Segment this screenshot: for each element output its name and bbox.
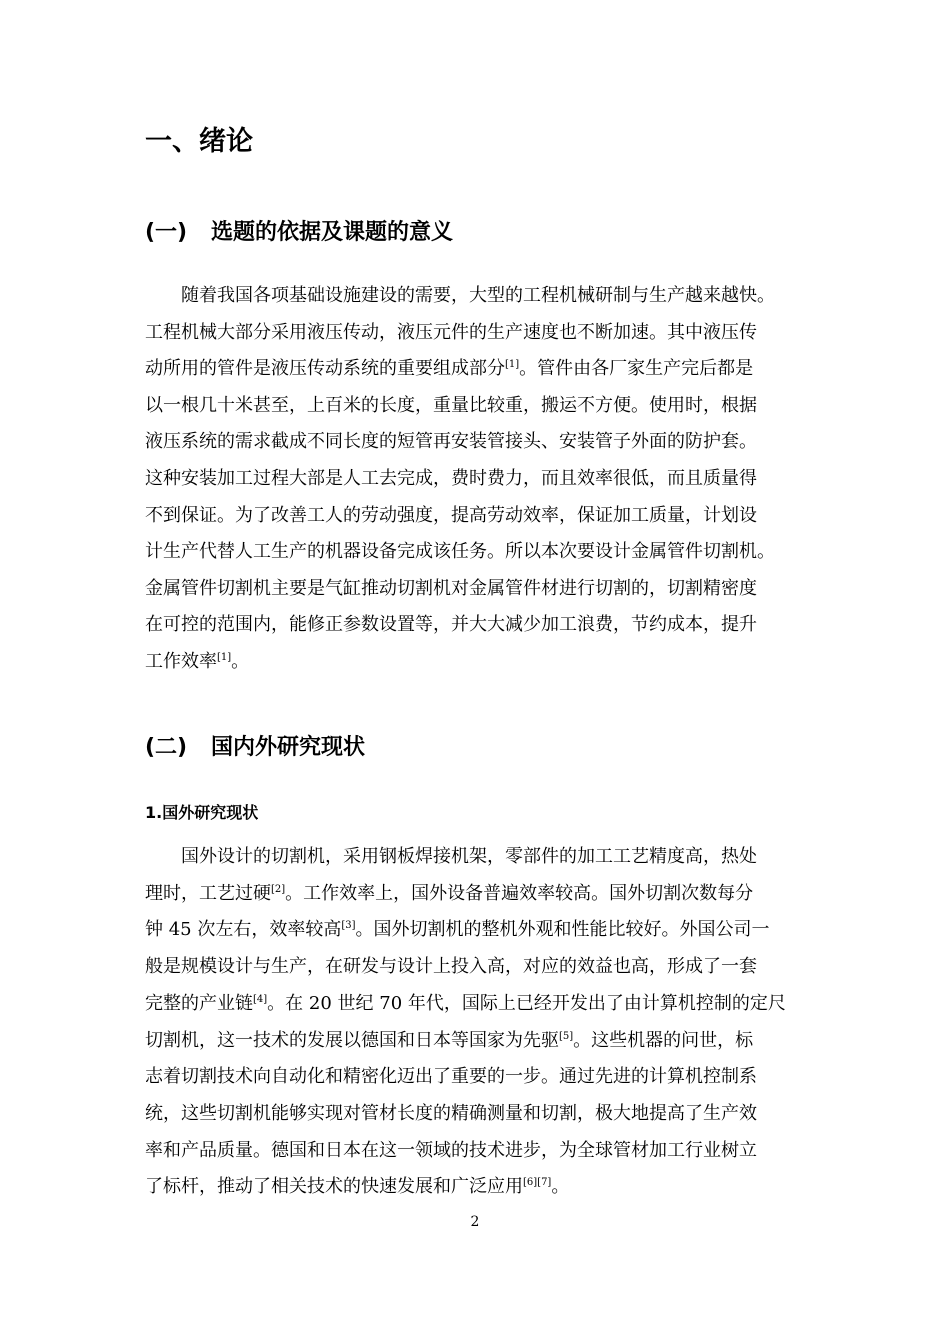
text-line	[145, 1175, 569, 1199]
line-text-continued: 。	[551, 1176, 570, 1198]
text-line	[145, 882, 753, 906]
section-1-number: (一)	[145, 220, 188, 245]
line-text: 完整的产业链	[145, 992, 253, 1014]
line-text: 般是规模设计与生产，在研发与设计上投入高，对应的效益也高，形成了一套	[145, 956, 757, 978]
line-text: 切割机，这一技术的发展以德国和日本等国家为先驱	[145, 1029, 559, 1051]
line-text-continued: 。	[231, 651, 250, 672]
text-line	[145, 1065, 757, 1089]
line-text: 在可控的范围内，能修正参数设置等，并大大减少加工浪费，节约成本，提升	[145, 614, 757, 636]
text-line	[145, 650, 249, 674]
text-line	[145, 613, 757, 637]
line-text: 计生产代替人工生产的机器设备完成该任务。所以本次要设计金属管件切割机。	[145, 541, 775, 563]
line-text: 随着我国各项基础设施建设的需要，大型的工程机械研制与生产越来越快。	[145, 285, 775, 306]
section-2-heading	[145, 733, 365, 763]
citation-ref: [5]	[559, 1030, 574, 1042]
line-text-continued: 。工作效率上，国外设备普遍效率较高。国外切割次数每分	[285, 882, 754, 904]
line-text: 国外设计的切割机，采用钢板焊接机架，零部件的加工工艺精度高，热处	[145, 846, 757, 867]
text-line	[145, 845, 757, 869]
line-text: 统，这些切割机能够实现对管材长度的精确测量和切割，极大地提高了生产效	[145, 1102, 757, 1124]
line-text-continued: 。管件由各厂家生产完后都是	[519, 358, 754, 380]
line-text: 钟 45 次左右，效率较高	[145, 919, 342, 941]
text-line	[145, 284, 775, 308]
text-line	[145, 577, 757, 601]
text-line	[145, 1139, 757, 1163]
page-number: 2	[470, 1214, 480, 1230]
line-text: 动所用的管件是液压传动系统的重要组成部分	[145, 358, 505, 380]
chapter-title: 一、绪论	[145, 126, 253, 157]
line-text: 金属管件切割机主要是气缸推动切割机对金属管件材进行切割的，切割精密度	[145, 577, 757, 599]
citation-ref: [1]	[505, 359, 520, 371]
text-line	[145, 357, 753, 381]
section-1-title: 选题的依据及课题的意义	[211, 220, 454, 245]
citation-ref: [1]	[217, 652, 232, 663]
line-text: 志着切割技术向自动化和精密化迈出了重要的一步。通过先进的计算机控制系	[145, 1066, 757, 1088]
line-text-continued: 。这些机器的问世，标	[573, 1029, 754, 1051]
line-text-continued: 。在 20 世纪 70 年代，国际上已经开发出了由计算机控制的定尺	[267, 992, 786, 1014]
line-text: 这种安装加工过程大部是人工去完成，费时费力，而且效率很低，而且质量得	[145, 468, 757, 489]
text-line	[145, 1029, 753, 1053]
citation-ref: [2]	[271, 883, 286, 895]
line-text: 不到保证。为了改善工人的劳动强度，提高劳动效率，保证加工质量，计划设	[145, 504, 757, 526]
citation-ref: [3]	[341, 920, 356, 932]
citation-ref: [4]	[253, 993, 268, 1005]
text-line	[145, 540, 775, 564]
text-line	[145, 504, 757, 528]
line-text: 理时，工艺过硬	[145, 882, 271, 904]
text-line	[145, 394, 757, 418]
text-line	[145, 430, 757, 454]
section-2-title: 国内外研究现状	[211, 735, 366, 760]
text-line	[145, 918, 770, 942]
line-text: 率和产品质量。德国和日本在这一领域的技术进步，为全球管材加工行业树立	[145, 1139, 757, 1161]
text-line	[145, 467, 757, 491]
line-text: 工程机械大部分采用液压传动，液压元件的生产速度也不断加速。其中液压传	[145, 321, 757, 343]
subsection-heading: 1.国外研究现状	[145, 803, 259, 822]
text-line	[145, 321, 757, 345]
line-text: 了标杆，推动了相关技术的快速发展和广泛应用	[145, 1176, 523, 1198]
line-text: 以一根几十米甚至，上百米的长度，重量比较重，搬运不方便。使用时，根据	[145, 394, 757, 416]
line-text-continued: 。国外切割机的整机外观和性能比较好。外国公司一	[355, 919, 770, 941]
line-text: 液压系统的需求截成不同长度的短管再安装管接头、安装管子外面的防护套。	[145, 431, 757, 453]
text-line	[145, 1102, 757, 1126]
section-1-heading	[145, 218, 453, 248]
text-line	[145, 955, 757, 979]
citation-ref: [6][7]	[523, 1177, 552, 1189]
section-2-number: (二)	[145, 735, 188, 760]
text-line	[145, 992, 786, 1016]
line-text: 工作效率	[145, 651, 217, 672]
